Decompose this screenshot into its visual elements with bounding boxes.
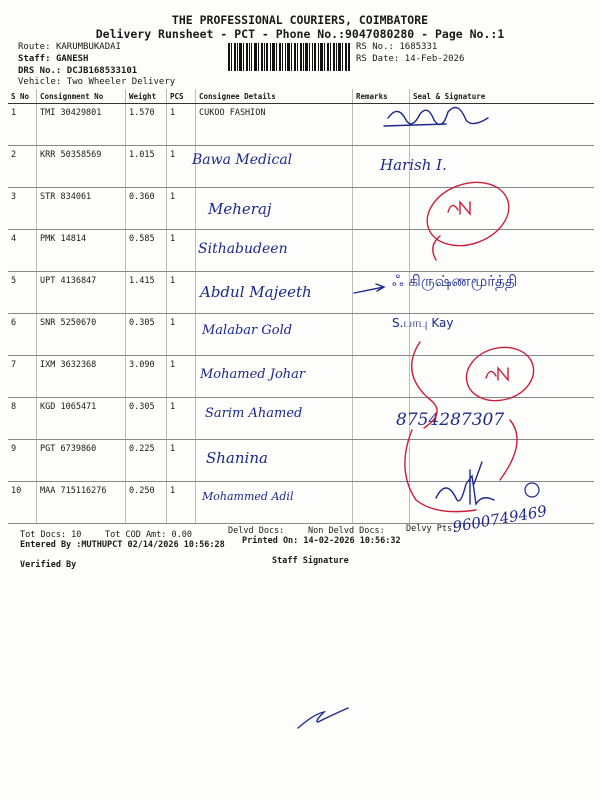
col-seal-signature: Seal & Signature	[410, 89, 595, 104]
col-consignee: Consignee Details	[196, 89, 353, 104]
col-weight: Weight	[126, 89, 167, 104]
cell-weight: 0.360	[126, 188, 167, 230]
cell-weight: 1.415	[126, 272, 167, 314]
col-sno: S No	[8, 89, 37, 104]
delvd-docs: Delvd Docs:	[228, 526, 285, 536]
cell-consignment-no: KGD 1065471	[37, 398, 126, 440]
stamp-arc-row9	[405, 430, 476, 512]
cell-weight: 0.585	[126, 230, 167, 272]
phone-text-row10: 9600749469	[451, 501, 549, 537]
cell-sno: 1	[8, 104, 37, 146]
vehicle-label: Vehicle:	[18, 77, 62, 87]
cell-sno: 10	[8, 482, 37, 524]
staff-signature: Staff Signature	[272, 556, 349, 566]
cell-sno: 9	[8, 440, 37, 482]
cell-sno: 6	[8, 314, 37, 356]
pen-line-row9	[474, 462, 482, 484]
cell-pcs: 1	[167, 188, 196, 230]
non-delvd-docs: Non Delvd Docs:	[308, 526, 385, 536]
cell-consignment-no: PMK 14814	[37, 230, 126, 272]
cell-pcs: 1	[167, 356, 196, 398]
drs-value: DCJB168533101	[66, 66, 138, 76]
stamp-initials-row3	[448, 202, 470, 214]
handwritten-consignee-4: Sithabudeen	[198, 241, 288, 257]
rs-date-label: RS Date:	[356, 54, 400, 64]
entered-by: Entered By :MUTHUPCT 02/14/2026 10:56:28	[20, 540, 225, 550]
rs-date-value: 14-Feb-2026	[404, 54, 465, 64]
company-title: THE PROFESSIONAL COURIERS, COIMBATORE	[171, 13, 429, 27]
cell-weight: 0.305	[126, 398, 167, 440]
stamp-circle-row7	[460, 340, 539, 408]
delvy-pts: Delvy Pts:	[406, 524, 458, 534]
signature-scribble-row10	[436, 470, 494, 504]
handwritten-consignee-5: Abdul Majeeth	[200, 283, 312, 301]
signature-text-row5: ஃ கிருஷ்ணமூர்த்தி	[392, 272, 518, 290]
cell-pcs: 1	[167, 398, 196, 440]
stamp-initials-row7	[486, 368, 508, 380]
cell-consignment-no: IXM 3632368	[37, 356, 126, 398]
stamp-scrawl-row4	[433, 236, 440, 260]
runsheet-subtitle: Delivery Runsheet - PCT - Phone No.:9047080280 - Page No.:1	[95, 27, 505, 41]
cell-sno: 2	[8, 146, 37, 188]
handwritten-consignee-2: Bawa Medical	[192, 152, 293, 168]
staff-value: GANESH	[55, 54, 89, 64]
staff-label: Staff:	[18, 54, 51, 64]
tot-cod-amt: Tot COD Amt: 0.00	[105, 530, 192, 540]
cell-sno: 8	[8, 398, 37, 440]
cell-consignment-no: PGT 6739860	[37, 440, 126, 482]
cell-sno: 5	[8, 272, 37, 314]
route-value: KARUMBUKADAI	[55, 42, 121, 52]
handwritten-consignee-8: Sarim Ahamed	[205, 406, 303, 421]
signature-text-row2: Harish I.	[380, 156, 447, 174]
route-label: Route:	[18, 42, 51, 52]
cell-weight: 3.090	[126, 356, 167, 398]
cell-consignment-no: SNR 5250670	[37, 314, 126, 356]
cell-weight: 0.250	[126, 482, 167, 524]
cell-weight: 1.015	[126, 146, 167, 188]
cell-pcs: 1	[167, 314, 196, 356]
cell-pcs: 1	[167, 104, 196, 146]
stamp-loop-row6	[412, 342, 437, 428]
cell-consignment-no: STR 834061	[37, 188, 126, 230]
rs-no-label: RS No.:	[356, 42, 394, 52]
cell-sno: 7	[8, 356, 37, 398]
cell-consignment-no: TMI 30429801	[37, 104, 126, 146]
rs-no-value: 1685331	[399, 42, 438, 52]
cell-weight: 1.570	[126, 104, 167, 146]
phone-text-row8: 8754287307	[396, 410, 505, 430]
cell-pcs: 1	[167, 230, 196, 272]
signature-circle-row10	[525, 483, 539, 497]
handwritten-consignee-7: Mohamed Johar	[200, 367, 306, 382]
cell-consignee: CUKOO FASHION	[196, 104, 353, 146]
verified-by: Verified By	[20, 560, 77, 570]
cell-consignment-no: UPT 4136847	[37, 272, 126, 314]
handwritten-consignee-6: Malabar Gold	[202, 323, 293, 338]
tot-docs: Tot Docs: 10	[20, 530, 82, 540]
cell-sno: 3	[8, 188, 37, 230]
cell-pcs: 1	[167, 440, 196, 482]
handwritten-consignee-9: Shanina	[206, 449, 268, 467]
arrow-stroke-row5	[354, 284, 384, 293]
vehicle-value: Two Wheeler Delivery	[66, 77, 176, 87]
col-remarks: Remarks	[353, 89, 410, 104]
printed-on: Printed On: 14-02-2026 10:56:32	[242, 536, 401, 546]
signature-text-row6: S.பாபு Kay	[392, 316, 454, 330]
cell-consignment-no: KRR 50358569	[37, 146, 126, 188]
stamp-arc-row8	[500, 420, 517, 480]
signature-underline-row1	[384, 124, 446, 126]
cell-consignment-no: MAA 715116276	[37, 482, 126, 524]
handwritten-consignee-3: Meheraj	[208, 200, 272, 218]
cell-pcs: 1	[167, 482, 196, 524]
cell-pcs: 1	[167, 146, 196, 188]
cell-weight: 0.305	[126, 314, 167, 356]
signature-scribble-row1	[388, 108, 488, 125]
cell-sno: 4	[8, 230, 37, 272]
handwritten-consignee-10: Mohammed Adil	[202, 490, 294, 503]
cell-pcs: 1	[167, 272, 196, 314]
cell-weight: 0.225	[126, 440, 167, 482]
col-pcs: PCS	[167, 89, 196, 104]
drs-label: DRS No.:	[18, 66, 62, 76]
col-consignment: Consignment No	[37, 89, 126, 104]
bottom-pen-mark	[298, 708, 348, 728]
